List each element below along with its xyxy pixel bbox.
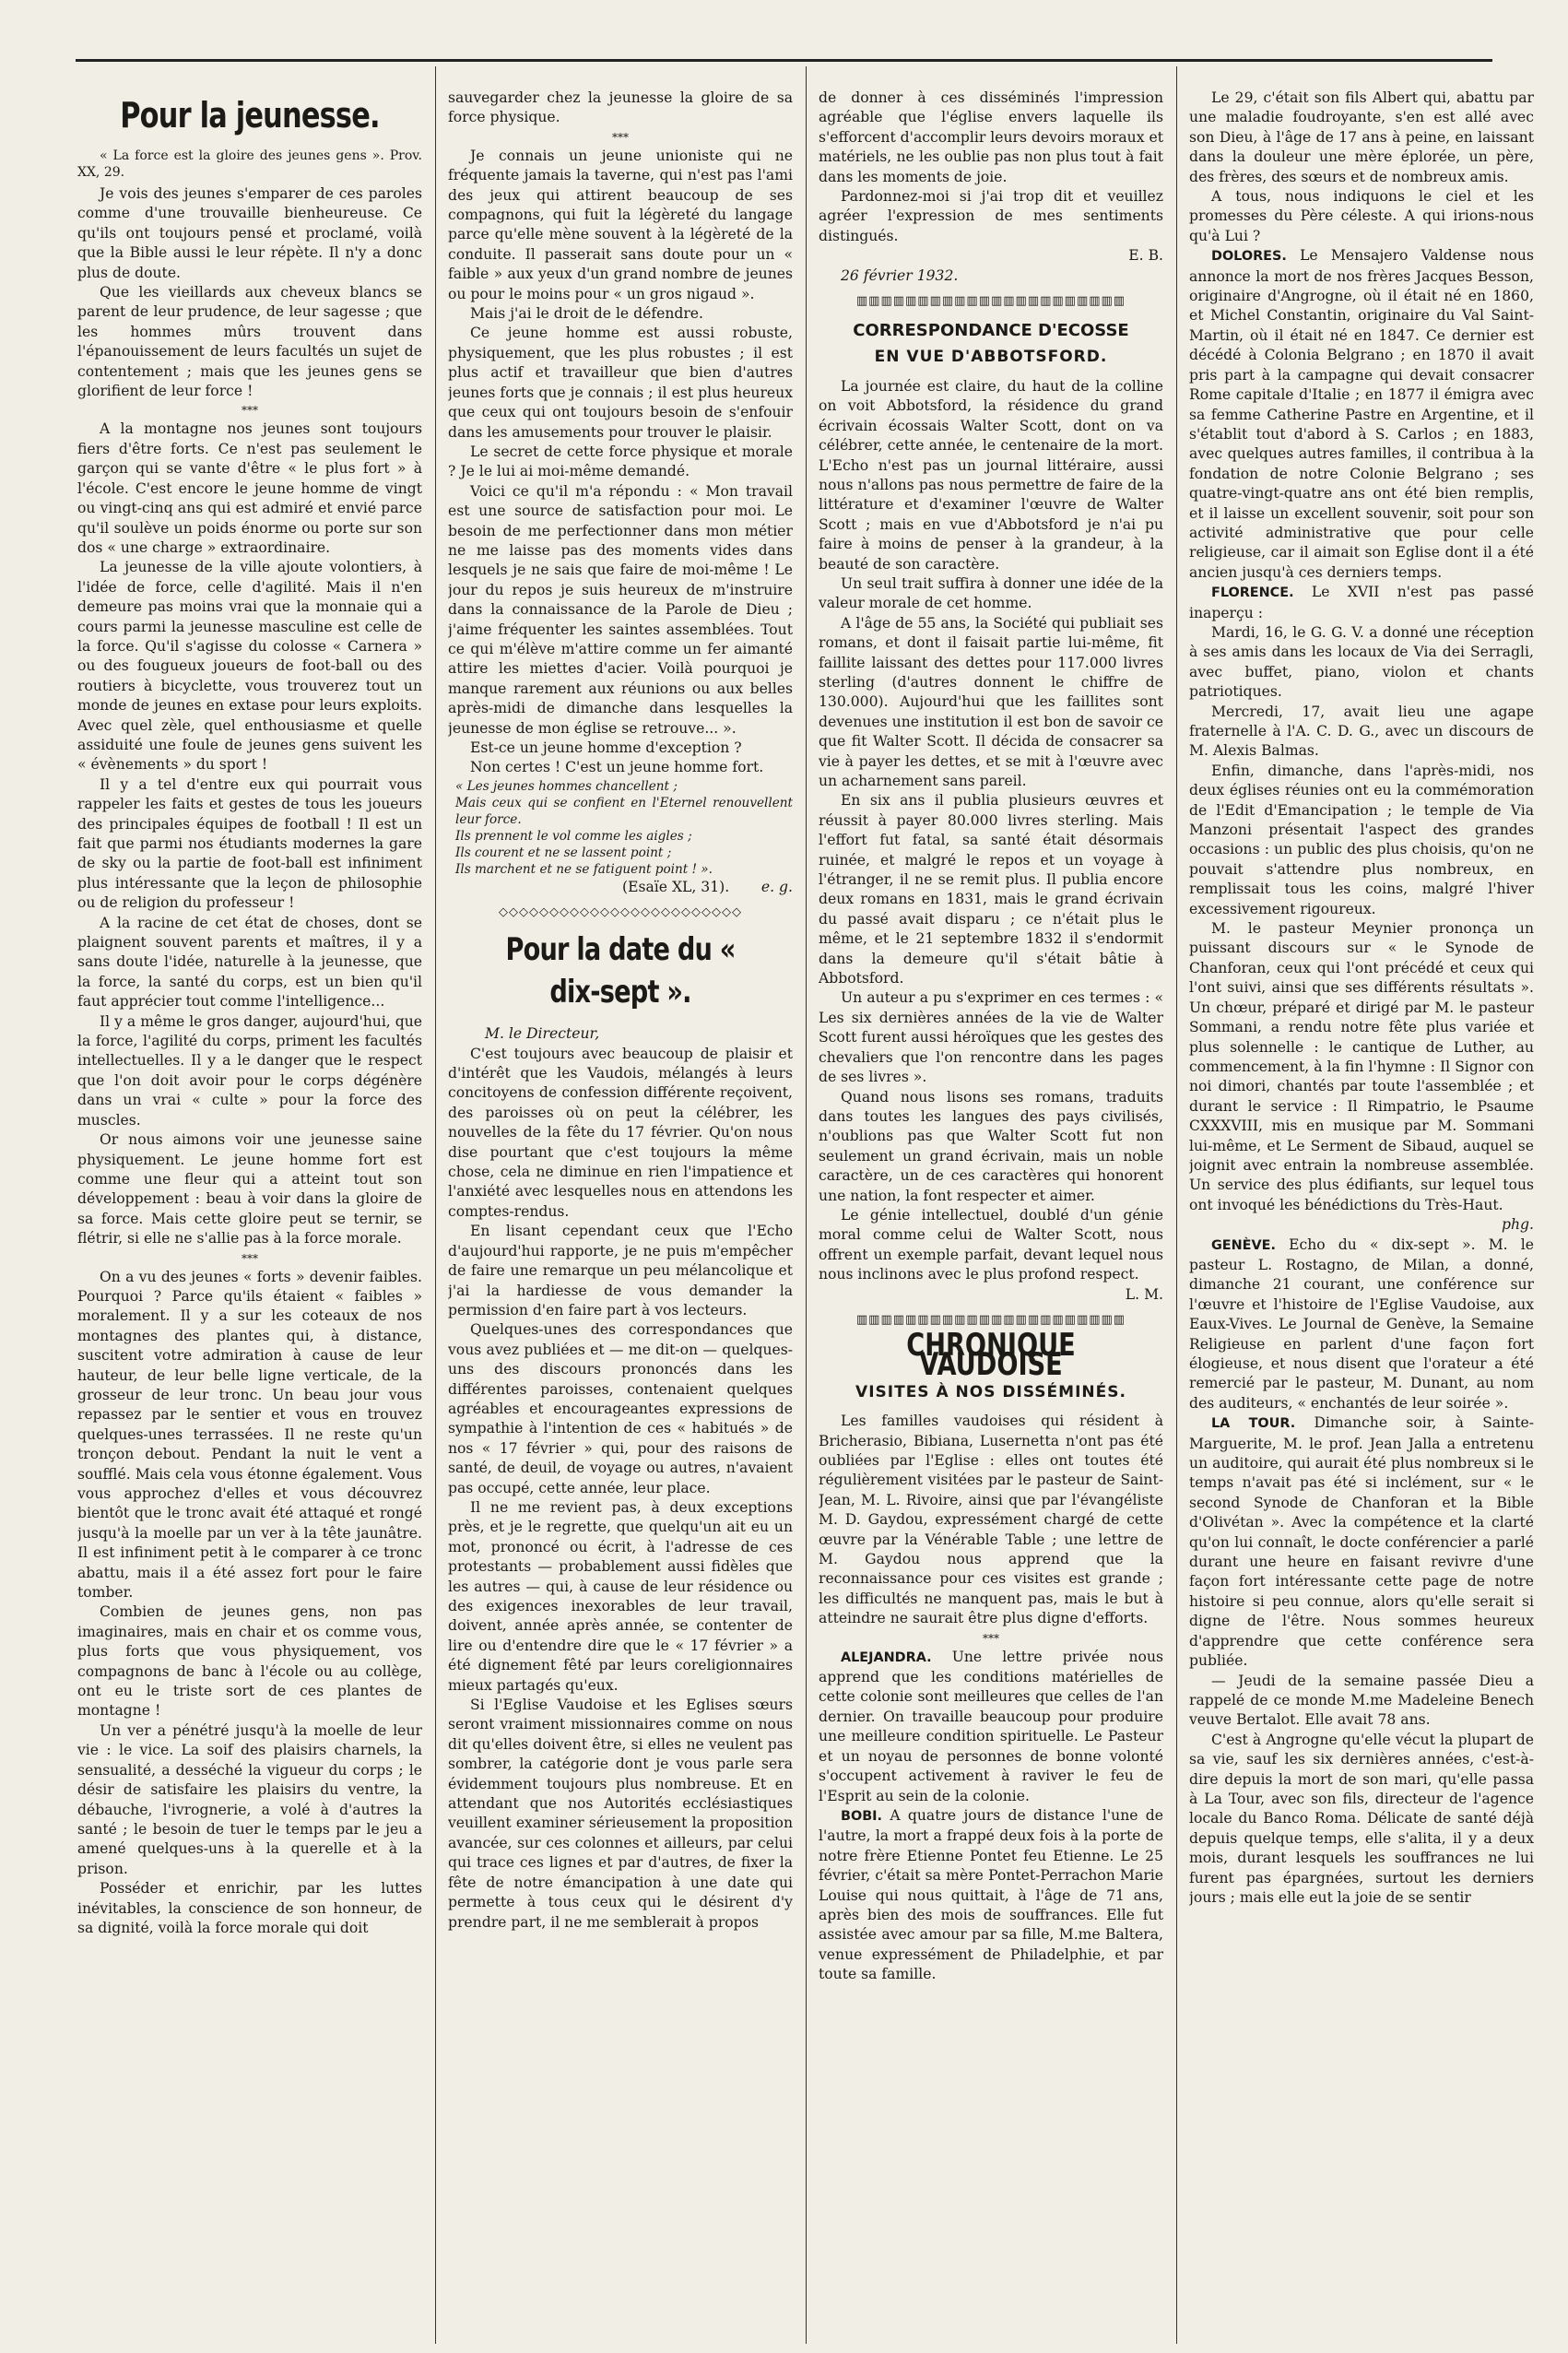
paragraph: Que les vieillards aux cheveux blancs se parent de leur prudence, de leur sagesse ; que les hommes mûrs trouvent dans l'épanouissement de leurs facultés un sujet de contentement ; mais que les jeunes gens se glorifient de leur force ! [77, 284, 422, 400]
news-text: Echo du « dix-sept ». M. le pasteur L. Rostagno, de Milan, a donné, dimanche 21 courant, une conférence sur l'œuvre et l'histoire de l'Eglise Vaudoise, aux Eaux-Vives. Le Journal de Genève, la Semaine Religieuse en parlent d'une façon fort élogieuse, et nous disent que l'orateur a été remercié par le pasteur, M. Dunant, au nom des auditeurs, « enchantés de leur soirée ». [1189, 1236, 1534, 1412]
paragraph: sauvegarder chez la jeunesse la gloire de sa force physique. [448, 89, 793, 126]
separator: *** [242, 1251, 258, 1265]
paragraph: A la montagne nos jeunes sont toujours fiers d'être forts. Ce n'est pas seulement le garçon qui se vante d'être « le plus fort » à l'école. C'est encore le jeune homme de vingt ou vingt-cinq ans qui est admiré et envié parce qu'il soulève un poids énorme ou porte sur son dos « une charge » extraordinaire. [77, 420, 422, 556]
news-text: Le Mensajero Valdense nous annonce la mort de nos frères Jacques Besson, originaire d'Angrogne, où il était né en 1860, et Michel Constantin, originaire du Val Saint-Martin, où il était né en 1847. Ce dernier est décédé à Colonia Belgrano ; en 1870 il avait pris part à la campagne qui devait consacrer Rome capitale d'Italie ; en 1877 il émigra avec sa femme Catherine Pastre en Argentine, et il s'établit tout d'abord à S. Carlos ; en 1883, avec quelques autres familles, il contribua à la fondation de notre Colonie Belgrano ; ses quatre-vingt-quatre ans ont été bien remplis, et il laisse un excellent souvenir, soit pour son activité administrative que pour celle religieuse, car il aimait son Eglise dont il a été ancien jusqu'à ces derniers temps. [1189, 247, 1534, 581]
separator: *** [983, 1631, 999, 1645]
separator: *** [242, 404, 258, 418]
news-item [1189, 246, 1534, 583]
column-4 [1189, 89, 1534, 2338]
paragraph: Or nous aimons voir une jeunesse saine physiquement. Le jeune homme fort est comme une fleur qui a atteint tout son développement : beau à voir dans la gloire de sa force. Mais cette gloire peut se ternir, se flétrir, si elle ne s'allie pas à la force morale. [77, 1131, 422, 1247]
news-item [819, 1648, 1163, 1806]
column-divider [806, 66, 807, 2344]
news-item [819, 1806, 1163, 1985]
verse-line: « Les jeunes hommes chancellent ; [455, 778, 678, 794]
place-name: GENÈVE. [1211, 1237, 1276, 1253]
paragraph: Je connais un jeune unioniste qui ne fréquente jamais la taverne, qui n'est pas l'ami des jeux qui attirent beaucoup de ses compagnons, qui fuit la légèreté du langage parce qu'elle mène souvent à la légèreté de la conduite. Il passerait sans doute pour un « faible » aux yeux d'un grand nombre de jeunes ou pour le moins pour « un gros nigaud ». [448, 147, 793, 302]
ornament-divider: ▥▥▥▥▥▥▥▥▥▥▥▥▥▥▥▥▥▥▥▥▥▥ [855, 1312, 1126, 1327]
paragraph: Quand nous lisons ses romans, traduits dans toutes les langues des pays civilisés, n'oublions pas que Walter Scott fut non seulement un grand écrivain, mais un noble caractère, un de ces caractères qui honorent une nation, la font respecter et aimer. [819, 1088, 1163, 1204]
verse-line: Mais ceux qui se confient en l'Eternel renouvellent leur force. [455, 795, 793, 827]
separator: *** [612, 130, 629, 144]
article-body [77, 184, 422, 1938]
paragraph: Combien de jeunes gens, non pas imaginaires, mais en chair et os comme vous, plus forts que vous physiquement, vos compagnons de banc à l'école ou au collège, ont eu le triste sort de ces plantes de montagne ! [77, 1603, 422, 1720]
signature: L. M. [1125, 1285, 1163, 1303]
paragraph: Si l'Eglise Vaudoise et les Eglises sœurs seront vraiment missionnaires comme on nous dit qu'elles doivent être, si elles ne veulent pas sombrer, la catégorie dont je vous parle sera évidemment toujours plus nombreuse. Et en attendant que nos Autorités ecclésiastiques veuillent examiner sérieusement la proposition avancée, sur ces colonnes et ailleurs, par celui qui trace ces lignes et par d'autres, de fixer la fête de notre émancipation à une date qui permette à tous ceux qui le désirent d'y prendre part, il ne me semblerait à propos [448, 1697, 793, 1931]
section-subtitle: EN VUE D'ABBOTSFORD. [874, 348, 1108, 367]
paragraph: La journée est claire, du haut de la colline on voit Abbotsford, la résidence du grand écrivain écossais Walter Scott, dont on va célébrer, cette année, le centenaire de la mort. L'Echo n'est pas un journal littéraire, aussi nous n'allons pas nous permettre de faire de la littérature et d'examiner l'œuvre de Walter Scott ; mais en vue d'Abbotsford je n'ai pu faire à moins de penser à la grandeur, à la beauté de son caractère. [819, 377, 1163, 573]
ornament-divider: ▥▥▥▥▥▥▥▥▥▥▥▥▥▥▥▥▥▥▥▥▥▥ [855, 294, 1126, 309]
section-title: CHRONIQUE VAUDOISE [906, 1326, 1076, 1384]
section-title: CORRESPONDANCE D'ECOSSE [853, 321, 1129, 341]
news-text: Le XVII n'est pas passé inaperçu : [1189, 584, 1534, 621]
paragraph: En six ans il publia plusieurs œuvres et réussit à payer 80.000 livres sterling. Mais l'effort fut fatal, sa santé était désormais ruinée, et malgré le repos et un voyage à l'étranger, il ne se remit plus. Il publia encore deux romans en 1831, mais le grand écrivain du passé avait disparu ; ce n'était plus le même, et le 21 septembre 1832 il s'endormit dans la demeure qu'il s'était bâtie à Abbotsford. [819, 792, 1163, 987]
paragraph: C'est toujours avec beaucoup de plaisir et d'intérêt que les Vaudois, mélangés à leurs concitoyens de confession différente reçoivent, des paroisses où on peut la célébrer, les nouvelles de la fête du 17 février. Qu'on nous dise pourtant que c'est toujours la même chose, cela ne diminue en rien l'impatience et l'anxiété avec lesquelles nous en attendons les comptes-rendus. [448, 1045, 793, 1220]
column-3 [819, 89, 1163, 2338]
author-initials: e. g. [760, 878, 793, 895]
paragraph: Voici ce qu'il m'a répondu : « Mon travail est une source de satisfaction pour moi. Le besoin de me perfectionner dans mon métier ne me laisse pas des moments vides dans lesquels je ne sais que faire de moi-même ! Le jour du repos je suis heureux de m'instruire dans la connaissance de la Parole de Dieu ; j'aime fréquenter les saintes assemblées. Tout ce qui m'élève m'attire comme un fer aimanté attire les miettes d'acier. Voilà pourquoi je manque rarement aux réunions ou aux belles après-midi de dimanche dans lesquelles la jeunesse de mon église se retrouve... ». [448, 482, 793, 737]
paragraph: Mardi, 16, le G. G. V. a donné une réception à ses amis dans les locaux de Via dei Serragli, avec buffet, piano, violon et chants patriotiques. [1189, 623, 1534, 701]
paragraph: La jeunesse de la ville ajoute volontiers, à l'idée de force, celle d'agilité. Mais il n'en demeure pas moins vrai que la monnaie qui a cours parmi la jeunesse masculine est celle de la force. Qu'il s'agisse du colosse « Carnera » ou des fougueux joueurs de foot-ball ou des routiers à bicyclette, vous trouverez tout un monde de jeunes en extase pour leurs exploits. Avec quel zèle, quel enthousiasme et quelle assiduité une foule de jeunes gens suivent les « évènements » du sport ! [77, 559, 422, 774]
verse-line: Ils marchent et ne se fatiguent point ! ». [455, 861, 713, 877]
news-item [1189, 1236, 1534, 1414]
column-divider [1176, 66, 1177, 2344]
place-name: LA TOUR. [1211, 1416, 1296, 1432]
paragraph: de donner à ces disséminés l'impression agréable que l'église envers laquelle ils s'efforcent d'accomplir leurs devoirs moraux et matériels, ne les oublie pas non plus tout à fait dans les moments de joie. [819, 89, 1163, 185]
paragraph: Est-ce un jeune homme d'exception ? [470, 739, 742, 756]
news-text: A quatre jours de distance l'une de l'autre, la mort a frappé deux fois à la porte de notre frère Etienne Pontet feu Etienne. Le 25 février, c'était sa mère Pontet-Perrachon Marie Louise qui nous quittait, à l'âge de 71 ans, après bien des mois de souffrances. Elle fut assistée avec amour par sa fille, M.me Baltera, venue expressément de Philadelphie, et par toute sa famille. [819, 1806, 1163, 1983]
paragraph: Il y a même le gros danger, aujourd'hui, que la force, l'agilité du corps, priment les facultés intellectuelles. Il y a le danger que le respect que l'on doit avoir pour le corps dégénère dans un vrai « culte » pour la force des muscles. [77, 1012, 422, 1129]
top-rule [76, 59, 1492, 62]
section-subtitle: VISITES À NOS DISSÉMINÉS. [855, 1382, 1126, 1401]
paragraph: M. le pasteur Meynier prononça un puissant discours sur « le Synode de Chanforan, ceux qui l'ont précédé et ceux qui l'ont suivi, ainsi que ses différents résultats ». Un chœur, préparé et dirigé par M. le pasteur Sommani, a rendu notre fête plus variée et plus solennelle : le cantique de Luther, au commencement, à la fin l'hymne : Il Signor con noi dimori, chantés par toute l'assemblée ; et durant le service : Il Rimpatrio, le Psaume CXXXVIII, mis en musique par M. Sommani lui-même, et Le Serment de Sibaud, auquel se joignit avec entrain la nombreuse assemblée. Un service des plus édifiants, sur lequel tous ont invoqué les bénédictions du Très-Haut. [1189, 920, 1534, 1213]
ornament-divider: ◇◇◇◇◇◇◇◇◇◇◇◇◇◇◇◇◇◇◇◇◇◇◇◇ [499, 905, 742, 920]
paragraph: En lisant cependant ceux que l'Echo d'aujourd'hui rapporte, je ne puis m'empêcher de faire une remarque un peu mélancolique et j'ai la hardiesse de vous demander la permission d'en faire part à vos lecteurs. [448, 1223, 793, 1318]
salutation: M. le Directeur, [485, 1025, 600, 1043]
paragraph: — Jeudi de la semaine passée Dieu a rappelé de ce monde M.me Madeleine Benech veuve Bertalot. Elle avait 78 ans. [1189, 1672, 1534, 1729]
signature: E. B. [1128, 247, 1163, 265]
paragraph: Mercredi, 17, avait lieu une agape fraternelle à l'A. C. D. G., avec un discours de M. Alexis Balmas. [1189, 703, 1534, 760]
epigraph: « La force est la gloire des jeunes gens ». Prov. XX, 29. [77, 148, 422, 180]
news-item [1189, 583, 1534, 623]
paragraph: Ce jeune homme est aussi robuste, physiquement, que les plus robustes ; il est plus actif et travailleur que bien d'autres jeunes forts que je connais ; il est plus heureux que ceux qui ont toujours besoin de s'enfouir dans les amusements pour trouver le plaisir. [448, 325, 793, 441]
paragraph: Pardonnez-moi si j'ai trop dit et veuillez agréer l'expression de mes sentiments distingués. [819, 188, 1163, 244]
place-name: BOBI. [841, 1808, 882, 1824]
paragraph: Quelques-unes des correspondances que vous avez publiées et — me dit-on — quelques-uns des discours prononcés dans les différentes paroisses, contenaient quelques agréables et encourageantes expressions de sympathie à l'intention de ces « habitués » de nos « 17 février » qui, pour des raisons de santé, de deuil, de voyage ou autres, n'avaient pas occupé, cette année, leur place. [448, 1321, 793, 1496]
paragraph: A la racine de cet état de choses, dont se plaignent souvent parents et maîtres, il y a sans doute l'idée, naturelle à la jeunesse, que la force, la santé du corps, est un bien qu'il faut apprécier tout comme l'intelligence... [77, 914, 422, 1011]
news-text: Dimanche soir, à Sainte-Marguerite, M. le prof. Jean Jalla a entretenu un auditoire, qui aurait été plus nombreux si le temps n'avait pas été si inclément, sur « le second Synode de Chanforan et la Bible d'Olivétan ». Avec la compétence et la clarté qu'on lui connaît, le docte conférencier a parlé durant une heure en faisant revivre d'une façon fort intéressante cette page de notre histoire si peu connue, alors qu'elle serait si digne de l'être. Nous sommes heureux d'apprendre que cette conférence sera publiée. [1189, 1414, 1534, 1670]
paragraph: Le secret de cette force physique et morale ? Je le lui ai moi-même demandé. [448, 443, 793, 480]
paragraph: Non certes ! C'est un jeune homme fort. [470, 759, 764, 776]
paragraph: Les familles vaudoises qui résident à Bricherasio, Bibiana, Lusernetta n'ont pas été oubliées par l'Eglise : elles ont toutes été régulièrement visitées par le pasteur de Saint-Jean, M. L. Rivoire, ainsi que par l'évangéliste M. D. Gaydou, expressément chargé de cette œuvre par la Vénérable Table ; une lettre de M. Gaydou nous apprend que la reconnaissance pour ces visites est grande ; les difficultés ne manquent pas, mais le but à atteindre ne saurait être plus digne d'efforts. [819, 1413, 1163, 1627]
verse-line: Ils courent et ne se lassent point ; [455, 845, 672, 860]
verse-line: Ils prennent le vol comme les aigles ; [455, 828, 692, 844]
paragraph: Mais j'ai le droit de le défendre. [470, 305, 703, 323]
paragraph: On a vu des jeunes « forts » devenir faibles. Pourquoi ? Parce qu'ils étaient « faibles » moralement. Il y a sur les coteaux de nos montagnes des plantes qui, à distance, suscitent votre admiration à cause de leur hauteur, de leur belle ligne verticale, de la grosseur de leur tronc. Un beau jour vous repassez par le sentier et vous en trouvez quelques-unes terrassées. Il ne reste qu'un tronçon debout. Pendant la nuit le vent a soufflé. Mais cela vous étonne également. Vous vous approchez d'elles et vous découvrez bientôt que le tronc avait été attaqué et rongé jusqu'à la moelle par un ver à la tête jaunâtre. Il est infiniment petit à le comparer à ce tronc abattu, mais il a été assez fort pour le faire tomber. [77, 1268, 422, 1602]
column-1 [77, 89, 422, 2338]
column-divider [435, 66, 436, 2344]
paragraph: Posséder et enrichir, par les luttes inévitables, la conscience de son honneur, de sa dignité, voilà la force morale qui doit [77, 1880, 422, 1936]
paragraph: Je vois des jeunes s'emparer de ces paroles comme d'une trouvaille bienheureuse. Ce qu'ils ont toujours pensé et proclamé, voilà que la Bible aussi le leur répète. Il n'y a donc plus de doute. [77, 185, 422, 281]
paragraph: Un auteur a pu s'exprimer en ces termes : « Les six dernières années de la vie de Walter Scott furent aussi héroïques que les gestes des chevaliers que l'on rencontre dans les pages de ses livres ». [819, 989, 1163, 1086]
paragraph: Un seul trait suffira à donner une idée de la valeur morale de cet homme. [819, 574, 1163, 612]
paragraph: A tous, nous indiquons le ciel et les promesses du Père céleste. A qui irions-nous qu'à Lui ? [1189, 188, 1534, 244]
place-name: FLORENCE. [1211, 585, 1294, 601]
paragraph: A l'âge de 55 ans, la Société qui publiait ses romans, et dont il faisait partie lui-même, fit faillite laissant des dettes pour 117.000 livres sterling (d'autres donnent le chiffre de 130.000). Aujourd'hui que les faillites sont devenues une institution il est bon de savoir ce que fit Walter Scott. Il décida de consacrer sa vie à payer les dettes, et se mit à l'œuvre avec un acharnement sans pareil. [819, 614, 1163, 789]
verse-reference [448, 878, 793, 897]
news-item [1189, 1413, 1534, 1671]
article-title: Pour la date du « dix-sept ». [505, 931, 736, 1011]
paragraph: Enfin, dimanche, dans l'après-midi, nos deux églises réunies ont eu la commémoration de l'Edit d'Emancipation ; le temple de Via Manzoni présentait l'aspect des grandes occasions : un public des plus choisis, qu'on ne pouvait s'attendre plus nombreux, en remplissait tous les coins, malgré l'hiver excessivement rigoureux. [1189, 762, 1534, 917]
paragraph: Le 29, c'était son fils Albert qui, abattu par une maladie foudroyante, s'en est allé avec son Dieu, à l'âge de 17 ans à peine, en laissant dans la douleur une mère éplorée, un père, des frères, des sœurs et de nombreux amis. [1189, 89, 1534, 185]
paragraph: Il ne me revient pas, à deux exceptions près, et je le regrette, que quelqu'un ait eu un mot, prononcé ou écrit, à l'adresse de ces protestants — probablement aussi fidèles que les autres — qui, à cause de leur résidence ou des exigences inexorables de leur travail, doivent, année après année, se contenter de lire ou d'entendre dire que le « 17 février » a été dignement fêté par leurs coreligionnaires mieux partagés qu'eux. [448, 1498, 793, 1694]
place-name: DOLORES. [1211, 249, 1287, 265]
place-name: ALEJANDRA. [841, 1649, 932, 1665]
bible-verse [448, 778, 793, 878]
news-text: Une lettre privée nous apprend que les conditions matérielles de cette colonie sont meilleures que celles de l'an dernier. On travaille beaucoup pour produire une meilleure condition spirituelle. Le Pasteur et un noyau de personnes de bonne volonté s'occupent activement à raviver le feu de l'Esprit au sein de la colonie. [819, 1648, 1163, 1804]
signature: phg. [1502, 1216, 1534, 1234]
article-title: Pour la jeunesse. [120, 95, 380, 136]
paragraph: C'est à Angrogne qu'elle vécut la plupart de sa vie, sauf les six dernières années, c'est-à-dire depuis la mort de son mari, qu'elle passa à La Tour, avec son fils, directeur de l'agence locale du Banco Roma. Délicate de santé déjà depuis quelque temps, elle s'alita, il y a deux mois, durant lesquels les souffrances ne lui furent pas épargnées, surtout les derniers jours ; mais elle eut la joie de se sentir [1189, 1731, 1534, 1906]
paragraph: Le génie intellectuel, doublé d'un génie moral comme celui de Walter Scott, nous offrent un exemple parfait, devant lequel nous nous inclinons avec le plus profond respect. [819, 1206, 1163, 1283]
letter-date: 26 février 1932. [841, 266, 959, 284]
verse-ref: (Esaïe XL, 31). [622, 878, 730, 895]
column-2 [448, 89, 793, 2338]
paragraph: Il y a tel d'entre eux qui pourrait vous rappeler les faits et gestes de tous les joueurs des principales équipes de football ! Il est un fait que parmi nos étudiants modernes la gare de sky ou la partie de foot-ball est infiniment plus intéressante que la leçon de philosophie ou de religion du professeur ! [77, 775, 422, 912]
paragraph: Un ver a pénétré jusqu'à la moelle de leur vie : le vice. La soif des plaisirs charnels, la sensualité, a desséché la vigueur du corps ; le désir de satisfaire les plaisirs du ventre, la débauche, l'ivrognerie, a volé à d'autres la santé ; le besoin de tuer le temps par le jeu a amené quelques-uns à la querelle et à la prison. [77, 1721, 422, 1877]
